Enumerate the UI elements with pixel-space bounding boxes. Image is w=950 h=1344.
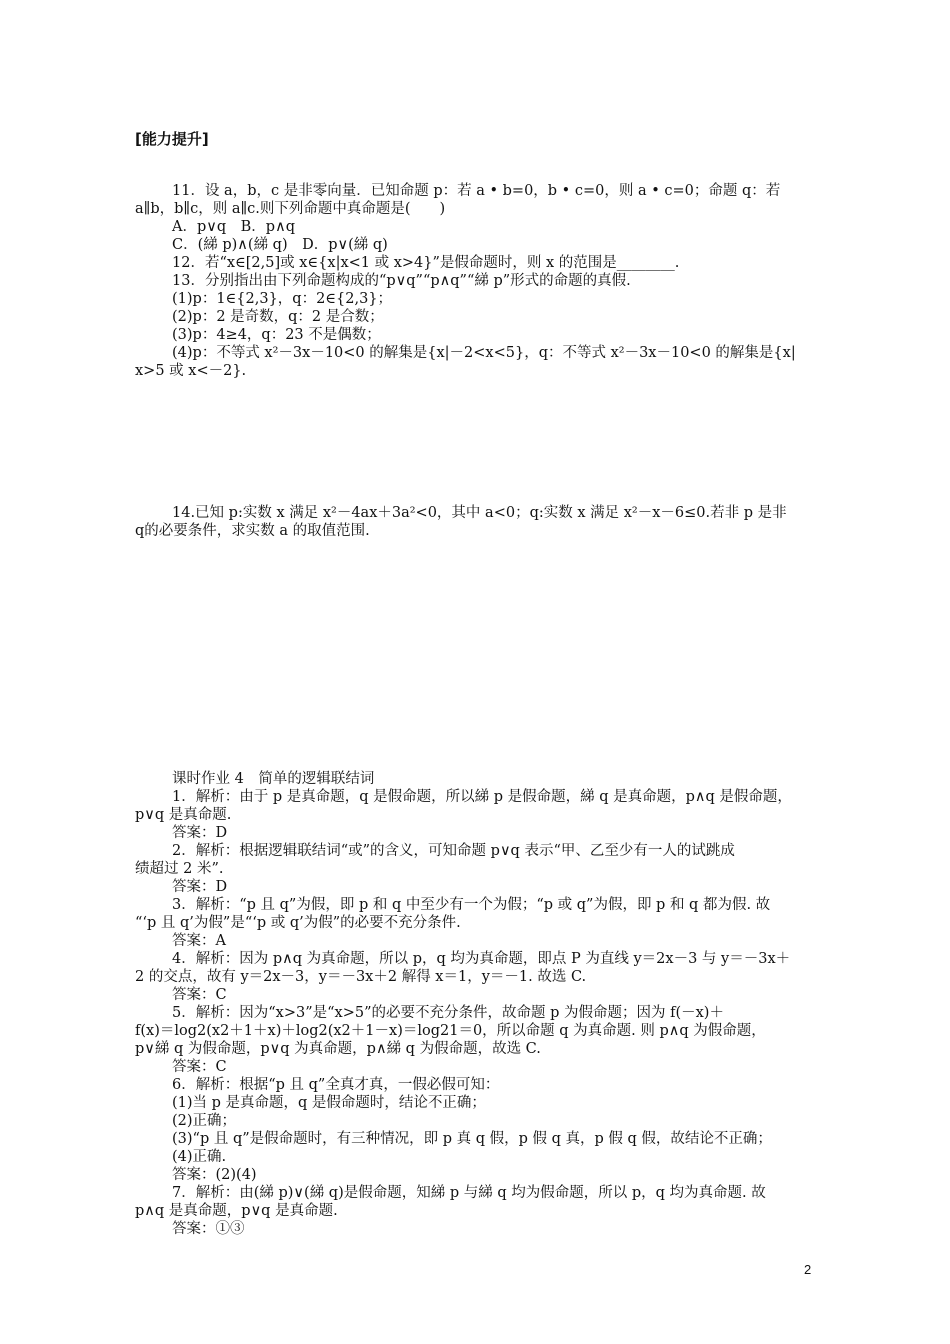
q11-options-cd: C．(綈 p)∧(綈 q) D．p∨(綈 q) — [172, 237, 388, 253]
answer-line: 2．解析：根据逻辑联结词“或”的含义，可知命题 p∨q 表示“甲、乙至少有一人的试跳成 — [172, 843, 735, 859]
answer-key: 答案：C — [172, 1059, 227, 1075]
answer-line: 1．解析：由于 p 是真命题，q 是假命题，所以綈 p 是假命题，綈 q 是真命题，p∧q 是假命题， — [172, 789, 792, 805]
answer-line: 绩超过 2 米”. — [135, 861, 224, 877]
answer-key: 答案：D — [172, 825, 228, 841]
q11-line-2: a∥b，b∥c，则 a∥c.则下列命题中真命题是( ) — [135, 201, 446, 217]
q14-line-2: q的必要条件，求实数 a 的取值范围. — [135, 523, 370, 539]
answer-line: (2)正确； — [172, 1113, 237, 1129]
answer-key: 答案：①③ — [172, 1221, 245, 1237]
section-heading: [能力提升] — [135, 130, 209, 148]
answer-line: p∧q 是真命题，p∨q 是真命题. — [135, 1203, 338, 1219]
q13-item-4-cont: x>5 或 x<－2}. — [135, 363, 247, 379]
q14-line-1: 14.已知 p:实数 x 满足 x²－4ax＋3a²<0，其中 a<0；q:实数 x 满足 x²－x－6≤0.若非 p 是非 — [172, 505, 787, 521]
answer-line: 6．解析：根据“p 且 q”全真才真，一假必假可知： — [172, 1077, 500, 1093]
q11-options-ab: A．p∨q B．p∧q — [172, 219, 295, 235]
answer-key: 答案：A — [172, 933, 226, 949]
answer-line: 2 的交点，故有 y＝2x－3，y＝－3x＋2 解得 x＝1，y＝－1. 故选 C. — [135, 969, 587, 985]
answer-line: 7．解析：由(綈 p)∨(綈 q)是假命题，知綈 p 与綈 q 均为假命题，所以 p，q 均为真命题. 故 — [172, 1185, 766, 1201]
q13-item-2: (2)p：2 是奇数，q：2 是合数； — [172, 309, 384, 325]
q13-text: 13．分别指出由下列命题构成的“p∨q”“p∧q”“綈 p”形式的命题的真假. — [172, 273, 631, 289]
answer-key: 答案：D — [172, 879, 228, 895]
answer-line: (4)正确. — [172, 1149, 227, 1165]
answers-title: 课时作业 4 简单的逻辑联结词 — [172, 771, 375, 787]
answer-line: (1)当 p 是真命题，q 是假命题时，结论不正确； — [172, 1095, 486, 1111]
answer-key: 答案：(2)(4) — [172, 1167, 257, 1183]
answer-line: f(x)＝log2(x2＋1＋x)＋log2(x2＋1－x)＝log21＝0，所以命题 q 为真命题. 则 p∧q 为假命题， — [135, 1023, 766, 1039]
q11-line-1: 11．设 a，b，c 是非零向量．已知命题 p：若 a • b=0，b • c=0，则 a • c=0；命题 q：若 — [172, 183, 781, 199]
answer-line: 3．解析：“p 且 q”为假，即 p 和 q 中至少有一个为假；“p 或 q”为假，即 p 和 q 都为假. 故 — [172, 897, 771, 913]
page-number: 2 — [804, 1262, 812, 1277]
answer-key: 答案：C — [172, 987, 227, 1003]
answer-line: 5．解析：因为“x>3”是“x>5”的必要不充分条件，故命题 p 为假命题；因为 f(－x)＋ — [172, 1005, 724, 1021]
answer-line: “‘p 且 q’为假”是“‘p 或 q’为假”的必要不充分条件. — [135, 915, 461, 931]
answer-line: p∨綈 q 为假命题，p∨q 为真命题，p∧綈 q 为假命题，故选 C. — [135, 1041, 541, 1057]
answer-line: 4．解析：因为 p∧q 为真命题，所以 p，q 均为真命题，即点 P 为直线 y＝2x－3 与 y＝－3x＋ — [172, 951, 791, 967]
q12-text: 12．若“x∈[2,5]或 x∈{x|x<1 或 x>4}”是假命题时，则 x 的范围是________. — [172, 255, 680, 271]
answer-line: p∨q 是真命题. — [135, 807, 232, 823]
q13-item-4: (4)p：不等式 x²－3x－10<0 的解集是{x|－2<x<5}，q：不等式 x²－3x－10<0 的解集是{x| — [172, 345, 796, 361]
q13-item-3: (3)p：4≥4，q：23 不是偶数； — [172, 327, 381, 343]
q13-item-1: (1)p：1∈{2,3}，q：2∈{2,3}； — [172, 291, 393, 307]
answer-line: (3)“p 且 q”是假命题时，有三种情况，即 p 真 q 假，p 假 q 真，p 假 q 假，故结论不正确； — [172, 1131, 772, 1147]
